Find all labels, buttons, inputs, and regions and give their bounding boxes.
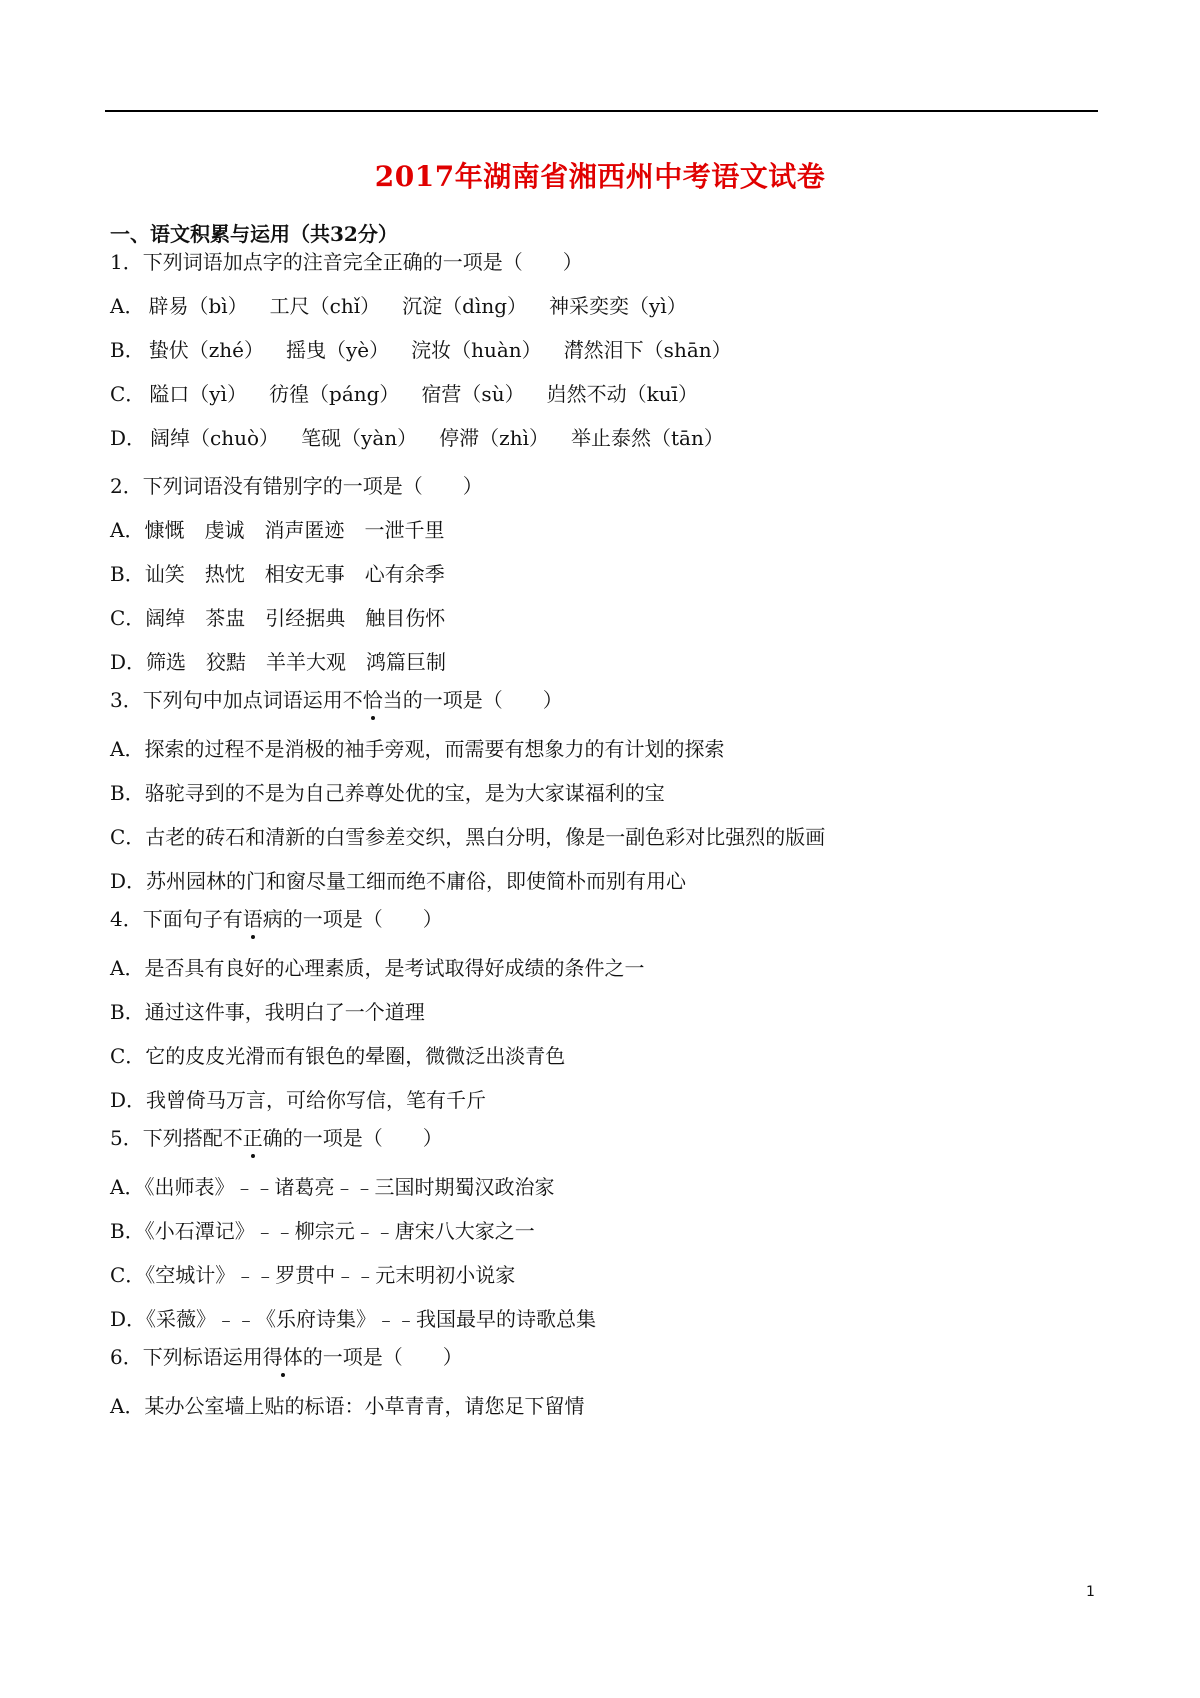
- option-word: 岿然不动（kuī）: [546, 382, 698, 406]
- q3-option-d: D．苏州园林的门和窗尽量工细而绝不庸俗，即使简朴而别有用心: [110, 869, 687, 893]
- q1-stem: 1．下列词语加点字的注音完全正确的一项是（ ）: [110, 250, 583, 274]
- option-word: 笔砚（yàn）: [301, 426, 418, 450]
- q5-option-b: B．《小石潭记》﹣﹣柳宗元﹣﹣唐宋八大家之一: [110, 1219, 535, 1243]
- q4-option-d: D．我曾倚马万言，可给你写信，笔有千斤: [110, 1088, 487, 1112]
- emphasized-text: 不恰当: [342, 688, 403, 712]
- option-word: 停滞（zhì）: [439, 426, 549, 450]
- q2-option-b: B．讪笑 热忱 相安无事 心有余季: [110, 562, 445, 586]
- q6-option-a: A．某办公室墙上贴的标语：小草青青，请您足下留情: [110, 1394, 585, 1418]
- option-word: 沉淀（dìng）: [402, 294, 528, 318]
- q5-stem: [110, 1124, 443, 1152]
- q1-option-b: [110, 336, 754, 364]
- stem-text: 的一项是（ ）: [282, 1126, 443, 1150]
- stem-text: 6．下列标语运用: [110, 1345, 263, 1369]
- option-word: 蛰伏（zhé）: [148, 338, 264, 362]
- page-title: 2017年湖南省湘西州中考语文试卷: [374, 160, 826, 193]
- q3-stem: [110, 686, 563, 714]
- q4-option-b: B．通过这件事，我明白了一个道理: [110, 1000, 425, 1024]
- option-word: 神采奕奕（yì）: [549, 294, 687, 318]
- option-label: D．: [110, 426, 147, 450]
- emphasized-text: 有语病: [222, 907, 283, 931]
- section-heading: 一、语文积累与运用（共32分）: [110, 222, 398, 246]
- stem-text: 4．下面句子: [110, 907, 223, 931]
- q4-option-a: A．是否具有良好的心理素质，是考试取得好成绩的条件之一: [110, 956, 645, 980]
- stem-text: 的一项是（ ）: [402, 688, 563, 712]
- q4-option-c: C．它的皮皮光滑而有银色的晕圈，微微泛出淡青色: [110, 1044, 566, 1068]
- stem-text: 5．下列搭配: [110, 1126, 223, 1150]
- option-label: C．: [110, 382, 146, 406]
- option-word: 彷徨（páng）: [269, 382, 400, 406]
- page-number: 1: [1086, 1584, 1095, 1600]
- q6-stem: [110, 1343, 463, 1371]
- q1-option-c: [110, 380, 720, 408]
- option-label: B．: [110, 338, 145, 362]
- emphasized-text: 不正确: [222, 1126, 283, 1150]
- stem-text: 的一项是（ ）: [302, 1345, 463, 1369]
- q3-option-b: B．骆驼寻到的不是为自己养尊处优的宝，是为大家谋福利的宝: [110, 781, 665, 805]
- q2-option-d: D．筛选 狡黠 羊羊大观 鸿篇巨制: [110, 650, 447, 674]
- option-word: 阔绰（chuò）: [150, 426, 280, 450]
- option-label: A．: [110, 294, 145, 318]
- option-word: 宿营（sù）: [421, 382, 525, 406]
- option-word: 摇曳（yè）: [285, 338, 390, 362]
- emphasized-text: 得体: [262, 1345, 303, 1369]
- option-word: 举止泰然（tān）: [571, 426, 724, 450]
- q3-option-c: C．古老的砖石和清新的白雪参差交织，黑白分明，像是一副色彩对比强烈的版画: [110, 825, 826, 849]
- q5-option-a: A．《出师表》﹣﹣诸葛亮﹣﹣三国时期蜀汉政治家: [110, 1175, 555, 1199]
- q2-option-c: C．阔绰 茶盅 引经据典 触目伤怀: [110, 606, 446, 630]
- option-word: 浣妆（huàn）: [411, 338, 542, 362]
- option-word: 工尺（chǐ）: [269, 294, 381, 318]
- q4-stem: [110, 905, 443, 933]
- q3-option-a: A．探索的过程不是消极的袖手旁观，而需要有想象力的有计划的探索: [110, 737, 725, 761]
- q2-stem: 2．下列词语没有错别字的一项是（ ）: [110, 474, 483, 498]
- option-word: 隘口（yì）: [149, 382, 248, 406]
- q1-option-d: [110, 424, 746, 452]
- option-word: 潸然泪下（shān）: [563, 338, 732, 362]
- q1-option-a: [110, 292, 709, 320]
- header-rule: [105, 110, 1098, 112]
- option-word: 辟易（bì）: [148, 294, 248, 318]
- q5-option-d: D．《采薇》﹣﹣《乐府诗集》﹣﹣我国最早的诗歌总集: [110, 1307, 597, 1331]
- stem-text: 的一项是（ ）: [282, 907, 443, 931]
- stem-text: 3．下列句中加点词语运用: [110, 688, 343, 712]
- q2-option-a: A．慷慨 虔诚 消声匿迹 一泄千里: [110, 518, 445, 542]
- q5-option-c: C．《空城计》﹣﹣罗贯中﹣﹣元末明初小说家: [110, 1263, 516, 1287]
